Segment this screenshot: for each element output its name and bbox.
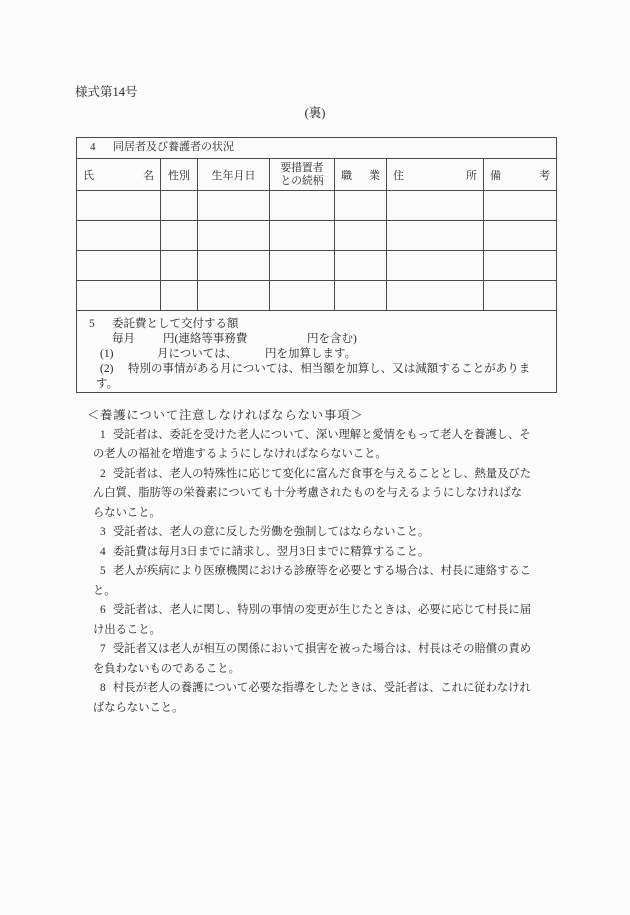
table-title: [77, 138, 556, 159]
care-notes: [0, 406, 630, 718]
table-cell: [387, 251, 484, 280]
table-cell: [198, 281, 270, 310]
note-number: 1: [100, 428, 106, 441]
item-1-text-b: 円を加算します。: [265, 348, 357, 360]
note-line: 1 受託者は、委託を受けた老人について、深い理解と愛情をもって老人を養護し、そ: [0, 426, 630, 446]
item-1-text-a: 月については、: [157, 348, 238, 360]
table-row: [77, 281, 556, 311]
table-row: [77, 191, 556, 221]
note-line: 2 受託者は、老人の特殊性に応じて変化に富んだ食事を与えることとし、熱量及びた: [0, 465, 630, 485]
table-row: [77, 221, 556, 251]
note-line: け出ること。: [93, 623, 161, 636]
note-number: 2: [100, 467, 106, 480]
table-cell: [270, 191, 335, 220]
note-line: ん白質、脂肪等の栄養素についても十分考慮されたものを与えるようにしなければな: [93, 487, 523, 499]
table-cell: [161, 191, 198, 220]
column-header-remarks: 備 考: [490, 169, 550, 182]
item-2-text-wrap: す。: [96, 378, 119, 390]
table-cell: [484, 251, 556, 280]
table-cell: [387, 191, 484, 220]
column-header-address: 住 所: [387, 159, 484, 190]
table-cell: [77, 191, 161, 220]
item-1-number: (1): [100, 348, 114, 360]
page-side-label: (裏): [304, 106, 326, 120]
table-cell: [484, 281, 556, 310]
note-line: らないこと。: [93, 506, 161, 519]
note-number: 4: [100, 545, 106, 558]
table-cell: [484, 221, 556, 250]
table-row: [77, 251, 556, 281]
section-5-item-1: [77, 347, 556, 362]
note-line: の老人の福祉を増進するようにしなければならないこと。: [93, 448, 387, 460]
column-header-relation: 要措置者 との続柄: [270, 159, 335, 190]
note-number: 3: [100, 526, 106, 538]
table-cell: [387, 221, 484, 250]
column-header-name: 氏 名: [77, 159, 161, 190]
section-5-fee: [77, 311, 556, 392]
note-line: 7 受託者又は老人が相互の関係において損害を被った場合は、村長はその賠償の責め: [0, 640, 630, 660]
note-line: と。: [93, 584, 116, 597]
table-cell: [335, 281, 387, 310]
item-2-text: 特別の事情がある月については、相当額を加算し、又は減額することがありま: [128, 363, 531, 375]
table-cell: [161, 281, 198, 310]
table-cell: [270, 251, 335, 280]
table-cell: [77, 251, 161, 280]
note-number: 5: [100, 565, 106, 577]
table-cell: [161, 251, 198, 280]
table-cell: [198, 191, 270, 220]
table-cell: [335, 191, 387, 220]
section-5-title-line: [77, 317, 556, 332]
note-line: 8 村長が老人の養護について必要な指導をしたときは、受託者は、これに従わなけれ: [0, 679, 630, 699]
table-cell: [198, 251, 270, 280]
form-number-label: 様式第14号: [75, 85, 138, 99]
section-4-title-text: 同居者及び養護者の状況: [113, 141, 234, 153]
notes-heading: ＜養護について注意しなければならない事項＞: [87, 408, 364, 422]
table-cell: [335, 221, 387, 250]
note-line: 4 委託費は毎月3日までに請求し、翌月3日までに精算すること。: [0, 543, 630, 563]
note-line: 5 老人が疾病により医療機関における診療等を必要とする場合は、村長に連絡するこ: [0, 562, 630, 582]
table-cell: [270, 281, 335, 310]
section-5-item-2: [77, 362, 556, 377]
note-line: を負わないものであること。: [93, 662, 240, 675]
table-cell: [484, 191, 556, 220]
section-5-number: 5: [89, 318, 95, 330]
note-line: 6 受託者は、老人に関し、特別の事情の変更が生じたときは、必要に応じて村長に届: [0, 601, 630, 621]
note-number: 6: [100, 604, 106, 616]
column-header-occupation: 職 業: [335, 159, 387, 190]
table-header-row: [77, 159, 556, 191]
item-2-number: (2): [100, 363, 114, 375]
cohabitants-table: [76, 137, 557, 393]
section-5-monthly-line: [77, 332, 556, 347]
note-number: 7: [100, 643, 106, 655]
table-cell: [270, 221, 335, 250]
column-header-sex: 性別: [161, 159, 198, 190]
table-cell: [387, 281, 484, 310]
table-cell: [77, 281, 161, 310]
table-cell: [335, 251, 387, 280]
section-5-title-text: 委託費として交付する額: [112, 318, 239, 330]
monthly-yen-included-label: 円を含む): [307, 333, 357, 345]
table-cell: [161, 221, 198, 250]
monthly-label: 毎月: [112, 333, 135, 345]
note-number: 8: [100, 682, 106, 694]
column-header-birthdate: 生年月日: [198, 159, 270, 190]
table-cell: [77, 221, 161, 250]
monthly-yen-label: 円(連絡等事務費: [163, 333, 248, 345]
section-5-item-2-wrap: [77, 377, 556, 392]
table-cell: [198, 221, 270, 250]
note-line: ばならないこと。: [93, 701, 184, 714]
note-line: 3 受託者は、老人の意に反した労働を強制してはならないこと。: [0, 523, 630, 543]
section-4-number: 4: [90, 141, 96, 153]
